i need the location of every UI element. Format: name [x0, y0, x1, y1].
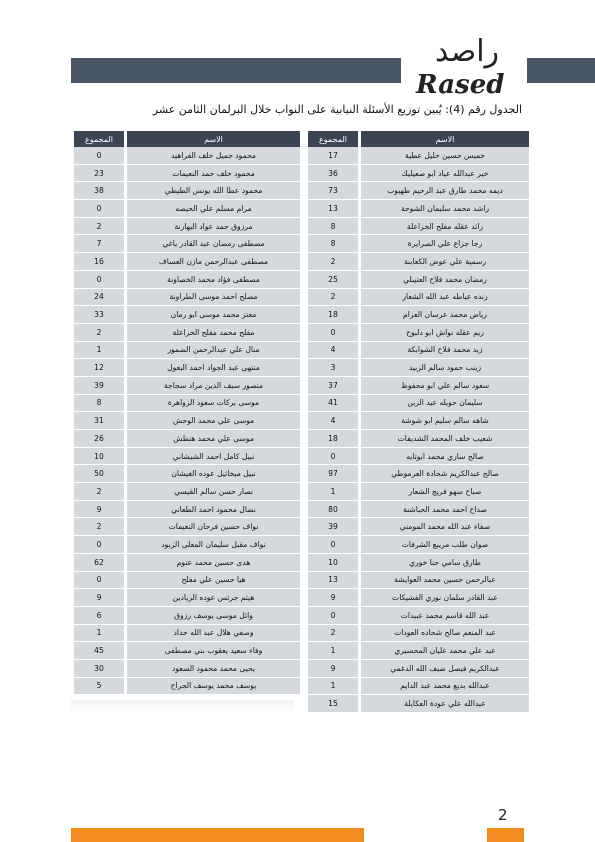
table-row [307, 518, 530, 536]
question-count: 62 [73, 553, 126, 571]
table-row [73, 571, 301, 589]
footer-bar-right [487, 828, 524, 842]
question-count: 0 [307, 536, 360, 554]
question-count: 10 [73, 447, 126, 465]
member-name: عبد المنعم صالح شحاده العودات [360, 624, 530, 642]
table-row [307, 359, 530, 377]
member-name: مرزوق حمد عواد البهارنة [126, 217, 301, 235]
question-count: 8 [307, 235, 360, 253]
table-row [73, 624, 301, 642]
member-name: رياض محمد عرسان العزام [360, 306, 530, 324]
question-count: 73 [307, 182, 360, 200]
question-count: 7 [73, 235, 126, 253]
member-name: خير عبدالله عياد ابو صعيليك [360, 164, 530, 182]
question-count: 18 [307, 430, 360, 448]
table-row [73, 341, 301, 359]
table-row [73, 147, 301, 164]
member-name: عبد القادر سلمان نوري الفشيكات [360, 589, 530, 607]
member-name: نبيل كامل احمد الشيشاني [126, 447, 301, 465]
question-count: 97 [307, 465, 360, 483]
question-count: 6 [73, 606, 126, 624]
question-count: 24 [73, 288, 126, 306]
member-name: معتز محمد موسى ابو رمان [126, 306, 301, 324]
table-row [307, 182, 530, 200]
question-count: 37 [307, 376, 360, 394]
table-row [73, 182, 301, 200]
member-name: يوسف محمد يوسف الجراح [126, 677, 301, 695]
member-name: وصفي هلال عبد الله حداد [126, 624, 301, 642]
header-bar-left [71, 58, 401, 83]
question-count: 8 [307, 217, 360, 235]
table-row [307, 695, 530, 713]
table-row [307, 642, 530, 660]
table-row [73, 270, 301, 288]
question-count: 0 [73, 270, 126, 288]
table-row [307, 447, 530, 465]
table-row [307, 589, 530, 607]
table-row [307, 164, 530, 182]
question-count: 50 [73, 465, 126, 483]
question-count: 2 [73, 518, 126, 536]
table-row [307, 606, 530, 624]
member-name: هيثم جرئس عوده الزيادين [126, 589, 301, 607]
table-row [73, 412, 301, 430]
question-count: 26 [73, 430, 126, 448]
column-header-name: الاسم [126, 131, 301, 147]
question-count: 9 [73, 589, 126, 607]
question-count: 5 [73, 677, 126, 695]
table-caption: الجدول رقم (4): يُبين توزيع الأسئلة النيابية على النواب خلال البرلمان الثامن عشر [152, 103, 522, 116]
member-name: راشد محمد سليمان الشوحة [360, 200, 530, 218]
member-name: عبد الله قاسم محمد عبيدات [360, 606, 530, 624]
table-row [73, 518, 301, 536]
member-name: مفلح محمد مفلح الخزاعلة [126, 323, 301, 341]
member-name: زيد محمد فلاح الشوابكة [360, 341, 530, 359]
question-count: 1 [307, 483, 360, 501]
question-count: 17 [307, 147, 360, 164]
table-row [73, 553, 301, 571]
question-count: 2 [73, 323, 126, 341]
member-name: يحيى محمد محمود السعود [126, 659, 301, 677]
member-name: صباح سهو فريج الشعار [360, 483, 530, 501]
table-row [307, 270, 530, 288]
table-row [73, 217, 301, 235]
table-row [73, 235, 301, 253]
question-count: 36 [307, 164, 360, 182]
member-name: منتهى عبد الجواد احمد البعول [126, 359, 301, 377]
question-count: 1 [73, 624, 126, 642]
table-row [73, 447, 301, 465]
member-name: رنده عياطه عبد الله الشعار [360, 288, 530, 306]
member-name: نصار حسن سالم القيسي [126, 483, 301, 501]
member-name: مصطفى فؤاد محمد الخصاونة [126, 270, 301, 288]
member-name: سعود سالم علي ابو محفوظ [360, 376, 530, 394]
member-name: صوان طلب مريبع الشرفات [360, 536, 530, 554]
member-name: صالح عبدالكريم شحادة العرموطي [360, 465, 530, 483]
table-row [73, 483, 301, 501]
member-name: عبدالله بديع محمد عبد الدايم [360, 677, 530, 695]
member-name: نضال محمود احمد الطعاني [126, 500, 301, 518]
table-row [307, 483, 530, 501]
member-name: خميس حسين خليل عطية [360, 147, 530, 164]
table-row [307, 536, 530, 554]
question-count: 0 [73, 536, 126, 554]
question-count: 45 [73, 642, 126, 660]
question-count: 2 [307, 253, 360, 271]
table-row [73, 642, 301, 660]
table-row [307, 376, 530, 394]
question-count: 39 [73, 376, 126, 394]
table-row [307, 430, 530, 448]
question-count: 33 [73, 306, 126, 324]
question-count: 2 [73, 483, 126, 501]
member-name: موسى علي محمد هنطش [126, 430, 301, 448]
page-number: 2 [498, 806, 508, 824]
table-row [73, 677, 301, 695]
question-count: 0 [307, 323, 360, 341]
member-name: رجا جزاع علي الصرايرة [360, 235, 530, 253]
table-row [73, 288, 301, 306]
table-row [307, 323, 530, 341]
table-row [73, 589, 301, 607]
question-count: 23 [73, 164, 126, 182]
member-name: شعيب خلف المحمد الشديفات [360, 430, 530, 448]
question-count: 30 [73, 659, 126, 677]
table-row [307, 465, 530, 483]
member-name: مصطفى رمضان عبد القادر ياغي [126, 235, 301, 253]
member-name: وائل موسى يوسف رزوق [126, 606, 301, 624]
table-row [73, 500, 301, 518]
table-row [73, 430, 301, 448]
table-row [73, 253, 301, 271]
table-row [307, 677, 530, 695]
table-row [73, 394, 301, 412]
table-row [73, 606, 301, 624]
question-count: 9 [307, 589, 360, 607]
question-count: 0 [73, 571, 126, 589]
question-count: 4 [307, 412, 360, 430]
question-count: 41 [307, 394, 360, 412]
member-name: منال علي عبدالرحمن الضمور [126, 341, 301, 359]
question-count: 31 [73, 412, 126, 430]
member-name: مصلح احمد موسى الطراونة [126, 288, 301, 306]
member-name: رمضان محمد فلاح العتيبلي [360, 270, 530, 288]
table-row [307, 341, 530, 359]
table-row [73, 659, 301, 677]
member-name: طارق سامي حنا خوري [360, 553, 530, 571]
question-count: 1 [307, 642, 360, 660]
question-count: 12 [73, 359, 126, 377]
member-name: عبد علي محمد عليان المحسيري [360, 642, 530, 660]
member-name: نواف حسين فرحان النعيمات [126, 518, 301, 536]
member-name: عبدالله علي عودة العكايلة [360, 695, 530, 713]
member-name: هيا حسين علي مفلح [126, 571, 301, 589]
table-row [307, 253, 530, 271]
member-name: موسى علي محمد الوحش [126, 412, 301, 430]
member-name: محمود جميل خلف الفراهيد [126, 147, 301, 164]
member-name: موسى بركات سعود الزواهرة [126, 394, 301, 412]
question-count: 0 [307, 447, 360, 465]
question-count: 13 [307, 571, 360, 589]
question-count: 8 [73, 394, 126, 412]
question-count: 9 [73, 500, 126, 518]
table-row [307, 394, 530, 412]
question-count: 2 [307, 288, 360, 306]
member-name: ديمه محمد طارق عبد الرحيم طهبوب [360, 182, 530, 200]
member-name: محمود عطا الله يونس الطيطي [126, 182, 301, 200]
member-name: ريم عقله نواش ابو دلبوح [360, 323, 530, 341]
right-table [305, 131, 529, 713]
member-name: نواف مقبل سليمان المعلى الزبود [126, 536, 301, 554]
question-count: 38 [73, 182, 126, 200]
table-row [307, 412, 530, 430]
table-row [73, 465, 301, 483]
footer-bar-left [71, 828, 364, 842]
table-row [73, 200, 301, 218]
left-table [71, 131, 300, 695]
question-count: 18 [307, 306, 360, 324]
table-row [73, 306, 301, 324]
member-name: مرام مسلم علي الحيصه [126, 200, 301, 218]
table-row [307, 217, 530, 235]
member-name: محمود خلف حمد النعيمات [126, 164, 301, 182]
table-row [73, 323, 301, 341]
question-count: 1 [73, 341, 126, 359]
table-row [307, 235, 530, 253]
question-count: 3 [307, 359, 360, 377]
member-name: عبدالكريم فيصل ضيف الله الدغمي [360, 659, 530, 677]
table-row [307, 306, 530, 324]
column-header-name: الاسم [360, 131, 530, 147]
question-count: 4 [307, 341, 360, 359]
column-header-total: المجموع [73, 131, 126, 147]
question-count: 9 [307, 659, 360, 677]
logo-english: Rased [416, 70, 505, 100]
logo-arabic: راصد [434, 34, 500, 69]
question-count: 80 [307, 500, 360, 518]
member-name: صداح احمد محمد الحباشنة [360, 500, 530, 518]
question-count: 39 [307, 518, 360, 536]
column-header-total: المجموع [307, 131, 360, 147]
member-name: رسمية علي عوض الكعابنة [360, 253, 530, 271]
question-count: 16 [73, 253, 126, 271]
member-name: وفاء سعيد يعقوب بني مصطفى [126, 642, 301, 660]
question-count: 0 [73, 147, 126, 164]
member-name: صالح ساري محمد ابوتايه [360, 447, 530, 465]
member-name: شاهه سالم سليم ابو شوشة [360, 412, 530, 430]
question-count: 13 [307, 200, 360, 218]
question-count: 2 [73, 217, 126, 235]
member-name: نبيل ميخائيل عوده الغيشان [126, 465, 301, 483]
table-row [307, 288, 530, 306]
member-name: منصور سيف الدين مراد سجاجة [126, 376, 301, 394]
question-count: 15 [307, 695, 360, 713]
table-row [307, 200, 530, 218]
table-row [307, 624, 530, 642]
question-count: 0 [307, 606, 360, 624]
table-row [307, 553, 530, 571]
table-row [73, 359, 301, 377]
header-bar-right [527, 58, 595, 83]
table-row [307, 659, 530, 677]
question-count: 10 [307, 553, 360, 571]
question-count: 25 [307, 270, 360, 288]
table-row [73, 164, 301, 182]
table-shadow [71, 700, 294, 712]
member-name: رائد عقله مفلح الخزاعلة [360, 217, 530, 235]
member-name: عبالرحمن حسين محمد العوايشة [360, 571, 530, 589]
member-name: هدى حسين محمد عتوم [126, 553, 301, 571]
member-name: زينب حمود سالم الزبيد [360, 359, 530, 377]
table-row [307, 147, 530, 164]
table-row [307, 571, 530, 589]
question-count: 1 [307, 677, 360, 695]
table-row [73, 536, 301, 554]
question-count: 0 [73, 200, 126, 218]
question-count: 2 [307, 624, 360, 642]
member-name: مصطفى عبدالرحمن مازن العساف [126, 253, 301, 271]
table-row [73, 376, 301, 394]
member-name: سليمان حويله عيد الزبن [360, 394, 530, 412]
member-name: صفاء عبد الله محمد المومني [360, 518, 530, 536]
table-row [307, 500, 530, 518]
